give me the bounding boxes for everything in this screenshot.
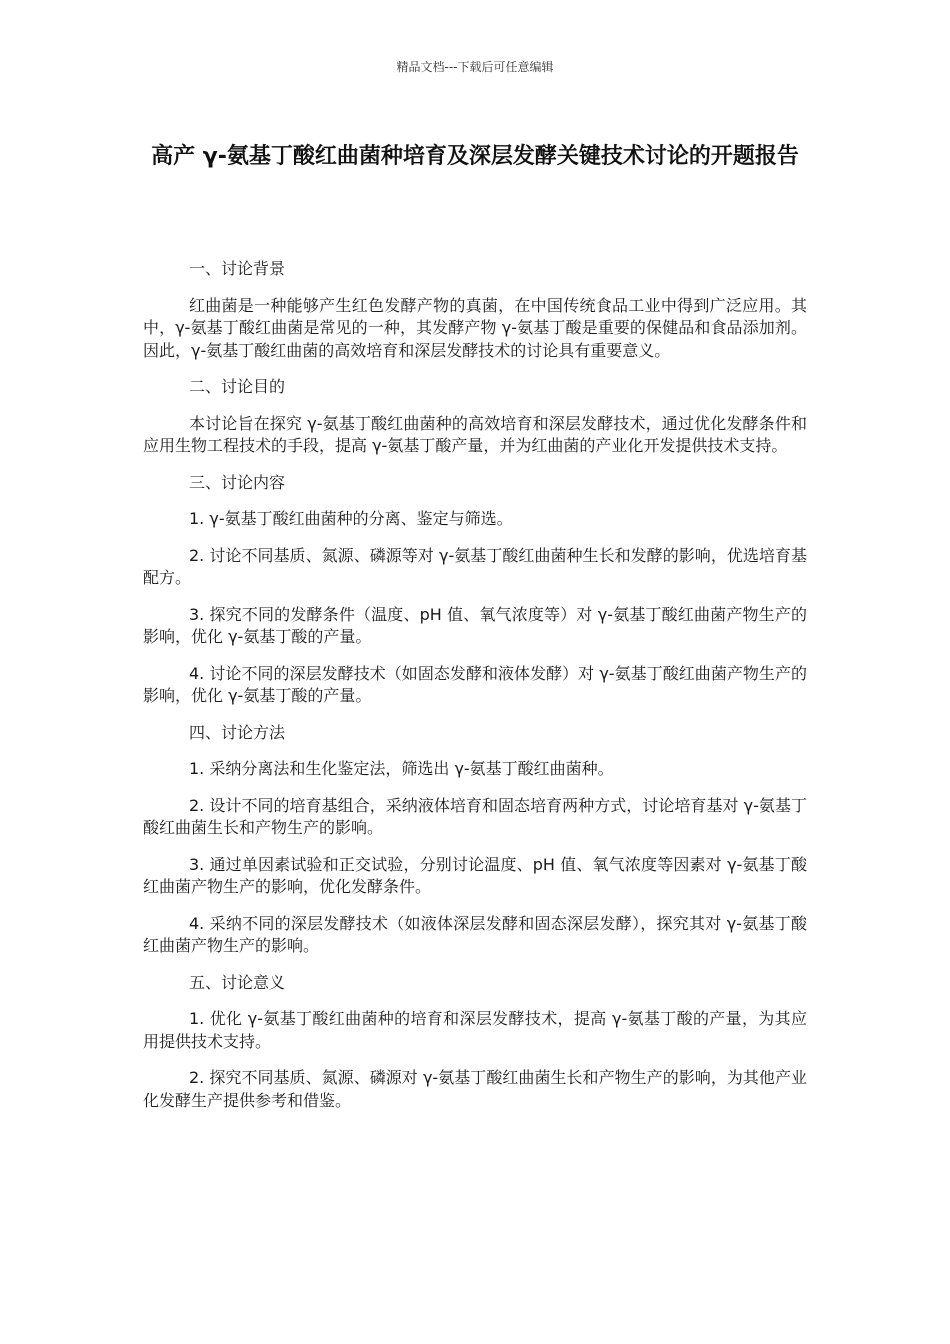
paragraph: 红曲菌是一种能够产生红色发酵产物的真菌，在中国传统食品工业中得到广泛应用。其中，γ-氨基丁酸红曲菌是常见的一种，其发酵产物 γ-氨基丁酸是重要的保健品和食品添加剂。因此，γ-氨基丁酸红曲菌的高效培育和深层发酵技术的讨论具有重要意义。: [143, 295, 807, 360]
document-title: 高产 γ-氨基丁酸红曲菌种培育及深层发酵关键技术讨论的开题报告: [151, 144, 799, 169]
list-item: 3. 通过单因素试验和正交试验，分别讨论温度、pH 值、氧气浓度等因素对 γ-氨基丁酸红曲菌产物生产的影响，优化发酵条件。: [143, 854, 807, 896]
section-heading-significance: 五、讨论意义: [189, 972, 286, 992]
header-note: 精品文档---下载后可任意编辑: [396, 60, 554, 74]
list-item: 1. γ-氨基丁酸红曲菌种的分离、鉴定与筛选。: [189, 509, 513, 528]
list-item: 2. 设计不同的培育基组合，采纳液体培育和固态培育两种方式，讨论培育基对 γ-氨基丁酸红曲菌生长和产物生产的影响。: [143, 795, 807, 837]
section-heading-content: 三、讨论内容: [189, 472, 286, 492]
list-item: 2. 探究不同基质、氮源、磷源对 γ-氨基丁酸红曲菌生长和产物生产的影响，为其他产业化发酵生产提供参考和借鉴。: [143, 1068, 807, 1110]
section-heading-methods: 四、讨论方法: [189, 722, 286, 742]
list-item: 4. 采纳不同的深层发酵技术（如液体深层发酵和固态深层发酵），探究其对 γ-氨基丁酸红曲菌产物生产的影响。: [143, 913, 807, 955]
list-item: 1. 优化 γ-氨基丁酸红曲菌种的培育和深层发酵技术，提高 γ-氨基丁酸的产量，为其应用提供技术支持。: [143, 1009, 807, 1051]
list-item: 4. 讨论不同的深层发酵技术（如固态发酵和液体发酵）对 γ-氨基丁酸红曲菌产物生产的影响，优化 γ-氨基丁酸的产量。: [143, 663, 807, 705]
paragraph: 本讨论旨在探究 γ-氨基丁酸红曲菌种的高效培育和深层发酵技术，通过优化发酵条件和应用生物工程技术的手段，提高 γ-氨基丁酸产量，并为红曲菌的产业化开发提供技术支持。: [143, 413, 807, 455]
list-item: 2. 讨论不同基质、氮源、磷源等对 γ-氨基丁酸红曲菌种生长和发酵的影响，优选培育基配方。: [143, 545, 807, 587]
document-body: [143, 258, 807, 1126]
list-item: 1. 采纳分离法和生化鉴定法，筛选出 γ-氨基丁酸红曲菌种。: [189, 759, 614, 778]
section-heading-purpose: 二、讨论目的: [189, 377, 286, 396]
section-heading-background: 一、讨论背景: [189, 259, 286, 278]
list-item: 3. 探究不同的发酵条件（温度、pH 值、氧气浓度等）对 γ-氨基丁酸红曲菌产物生产的影响，优化 γ-氨基丁酸的产量。: [143, 604, 807, 646]
